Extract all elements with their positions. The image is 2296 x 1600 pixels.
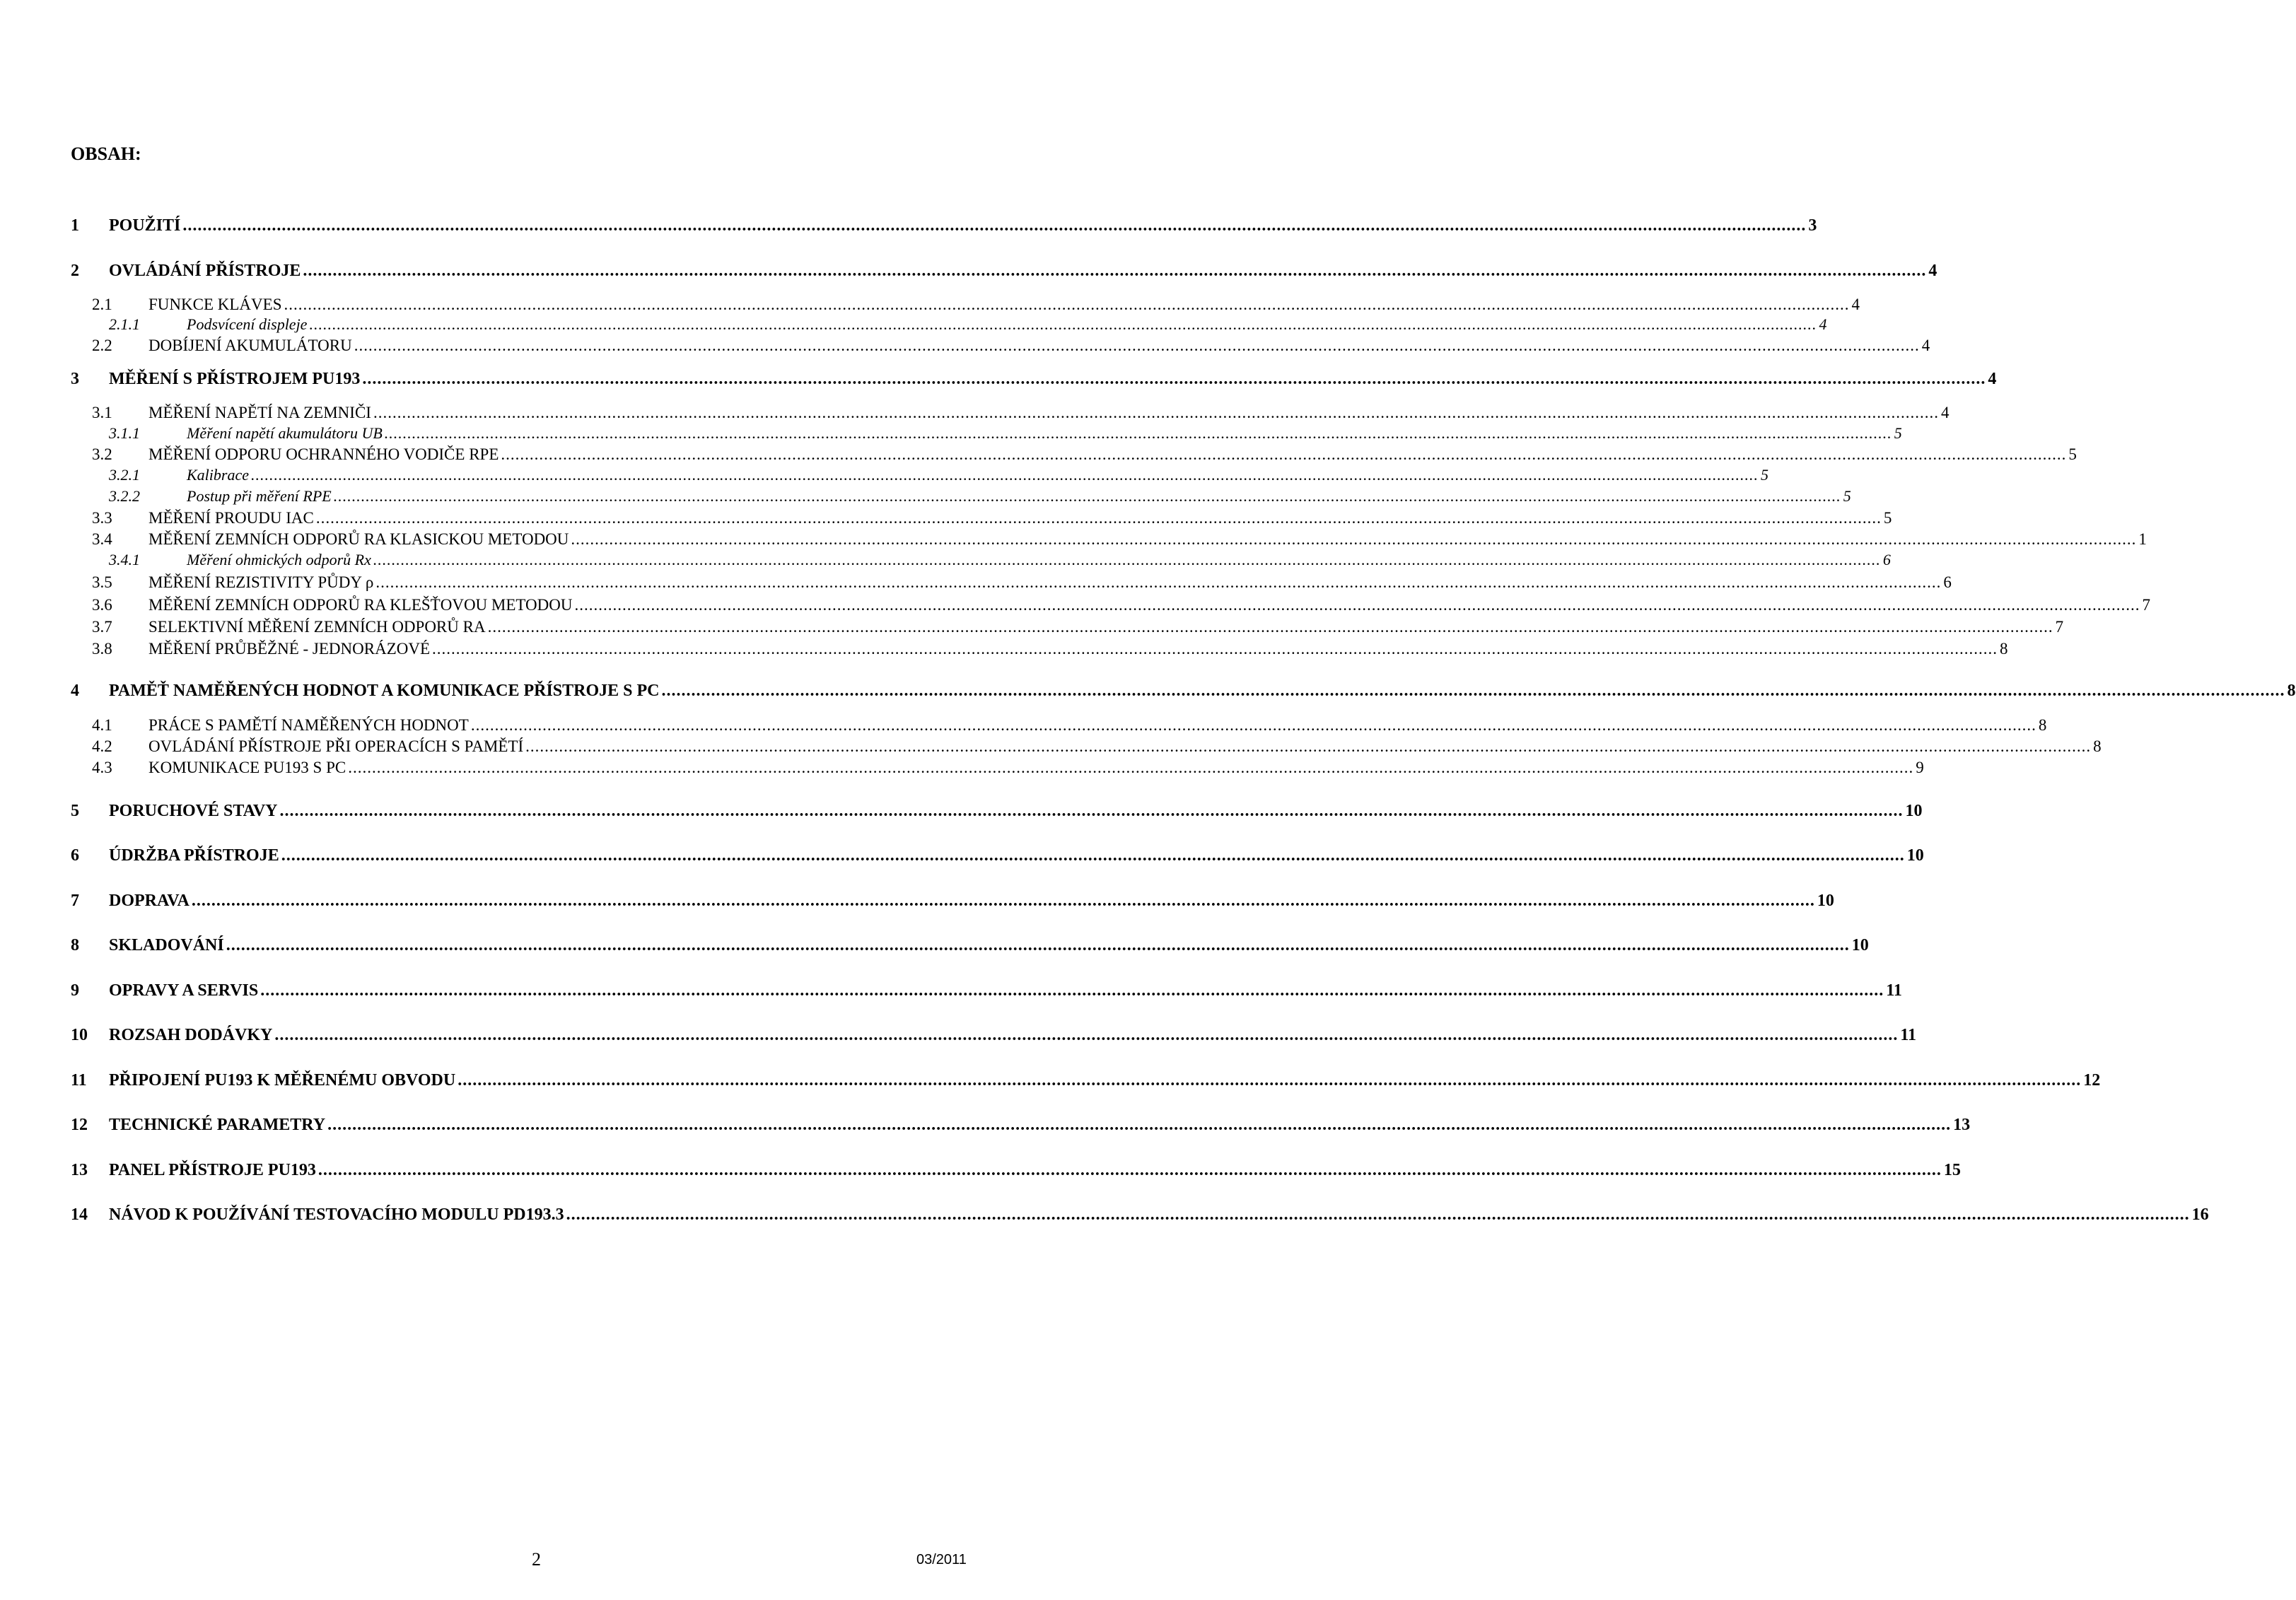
toc-page: 7 [2055, 618, 2064, 636]
toc-entry-8[interactable] [71, 936, 1869, 954]
page-number: 2 [532, 1549, 541, 1570]
toc-page: 11 [1886, 981, 1902, 1000]
toc-number: 3.4.1 [109, 551, 140, 568]
toc-page: 4 [1940, 404, 1950, 421]
toc-title: SELEKTIVNÍ MĚŘENÍ ZEMNÍCH ODPORŮ RA [148, 618, 486, 636]
toc-number: 3.3 [92, 509, 112, 527]
toc-number: 3.6 [92, 596, 112, 614]
toc-number: 9 [71, 981, 79, 1000]
toc-number: 14 [71, 1205, 88, 1224]
toc-number: 3.1 [92, 404, 112, 421]
toc-page: 1 [2138, 530, 2147, 548]
toc-leader [375, 573, 1941, 591]
toc-title: PŘIPOJENÍ PU193 K MĚŘENÉMU OBVODU [109, 1071, 456, 1090]
toc-number: 3.1.1 [109, 424, 140, 442]
toc-page: 11 [1900, 1026, 1917, 1044]
toc-title: Měření napětí akumulátoru UB [187, 424, 383, 442]
toc-entry-2-1-1[interactable] [71, 315, 1827, 333]
toc-title: MĚŘENÍ ZEMNÍCH ODPORŮ RA KLASICKOU METODOU [148, 530, 569, 548]
toc-page: 5 [1761, 466, 1768, 484]
toc-leader [373, 404, 1939, 421]
toc-leader [334, 488, 1841, 505]
toc-leader [281, 846, 1905, 865]
toc-leader [309, 316, 1817, 333]
toc-leader [458, 1071, 2081, 1090]
toc-page: 5 [2068, 445, 2077, 463]
toc-title: OVLÁDÁNÍ PŘÍSTROJE [109, 262, 301, 280]
toc-number: 12 [71, 1116, 88, 1134]
toc-number: 4.1 [92, 716, 112, 734]
toc-leader [566, 1205, 2190, 1224]
toc-leader [284, 296, 1849, 313]
toc-entry-5[interactable] [71, 802, 1923, 820]
table-of-contents [71, 0, 2296, 1600]
toc-page: 7 [2142, 596, 2150, 614]
toc-number: 3.2.2 [109, 487, 140, 505]
toc-leader [488, 618, 2053, 636]
toc-leader [251, 467, 1759, 484]
toc-title: MĚŘENÍ S PŘÍSTROJEM PU193 [109, 370, 361, 388]
toc-page: 16 [2191, 1205, 2209, 1224]
toc-number: 3.5 [92, 573, 112, 591]
toc-number: 3.7 [92, 618, 112, 636]
toc-page: 13 [1953, 1116, 1971, 1134]
toc-title: SKLADOVÁNÍ [109, 936, 224, 954]
toc-number: 8 [71, 936, 79, 954]
toc-leader [432, 640, 1998, 658]
toc-entry-3[interactable] [71, 370, 1997, 388]
toc-entry-3-8[interactable] [71, 640, 2008, 658]
toc-entry-14[interactable] [71, 1205, 2209, 1224]
toc-title: MĚŘENÍ PROUDU IAC [148, 509, 314, 527]
toc-page: 5 [1843, 487, 1851, 505]
toc-page: 4 [1928, 262, 1937, 280]
toc-number: 11 [71, 1071, 87, 1090]
toc-entry-3-2-1[interactable] [71, 466, 1768, 484]
toc-page: 10 [1906, 846, 1924, 865]
toc-entry-3-4[interactable] [71, 530, 2147, 548]
toc-page: 4 [1819, 315, 1827, 333]
toc-entry-3-3[interactable] [71, 509, 1892, 527]
toc-page: 5 [1883, 509, 1892, 527]
toc-title: DOBÍJENÍ AKUMULÁTORU [148, 337, 352, 354]
toc-title: MĚŘENÍ REZISTIVITY PŮDY ρ [148, 573, 374, 591]
toc-page: 4 [1988, 370, 1997, 388]
toc-leader [318, 1161, 1942, 1179]
toc-number: 1 [71, 216, 79, 235]
toc-page: 4 [1851, 296, 1860, 313]
toc-page: 12 [2083, 1071, 2101, 1090]
toc-page: 6 [1882, 551, 1891, 568]
toc-number: 3 [71, 370, 79, 388]
toc-page: 8 [2000, 640, 2008, 658]
toc-number: 2.1 [92, 296, 112, 313]
toc-entry-4-3[interactable] [71, 759, 1924, 776]
toc-leader [348, 759, 1913, 776]
toc-number: 3.2 [92, 445, 112, 463]
toc-title: OPRAVY A SERVIS [109, 981, 259, 1000]
toc-entry-1[interactable] [71, 216, 1817, 235]
toc-number: 2.2 [92, 337, 112, 354]
toc-leader [575, 596, 2140, 614]
toc-number: 4 [71, 682, 79, 700]
toc-entry-3-1-1[interactable] [71, 424, 1902, 442]
toc-leader [525, 737, 2091, 755]
toc-leader [385, 425, 1892, 442]
toc-number: 5 [71, 802, 79, 820]
toc-entry-3-4-1[interactable] [71, 551, 1891, 568]
toc-number: 2.1.1 [109, 315, 140, 333]
toc-number: 4.2 [92, 737, 112, 755]
toc-page: 8 [2093, 737, 2102, 755]
toc-entry-2-2[interactable] [71, 337, 1930, 354]
toc-leader [192, 892, 1815, 910]
toc-entry-9[interactable] [71, 981, 1902, 1000]
toc-number: 6 [71, 846, 79, 865]
toc-page: 8 [2287, 682, 2296, 700]
toc-page: 4 [1921, 337, 1930, 354]
toc-leader [662, 682, 2285, 700]
toc-number: 3.2.1 [109, 466, 140, 484]
toc-entry-4-1[interactable] [71, 716, 2047, 734]
toc-leader [373, 551, 1881, 568]
toc-page: 8 [2038, 716, 2047, 734]
toc-leader [471, 716, 2036, 734]
page-title: OBSAH: [71, 144, 141, 164]
toc-number: 4.3 [92, 759, 112, 776]
toc-title: Podsvícení displeje [187, 315, 308, 333]
toc-entry-11[interactable] [71, 1071, 2101, 1090]
toc-entry-3-2[interactable] [71, 445, 2077, 463]
toc-page: 15 [1943, 1161, 1961, 1179]
toc-entry-3-1[interactable] [71, 404, 1950, 421]
toc-number: 3.8 [92, 640, 112, 658]
toc-page: 9 [1916, 759, 1924, 776]
toc-number: 3.4 [92, 530, 112, 548]
toc-title: KOMUNIKACE PU193 S PC [148, 759, 346, 776]
toc-leader [316, 509, 1882, 527]
toc-title: MĚŘENÍ ODPORU OCHRANNÉHO VODIČE RPE [148, 445, 499, 463]
toc-title: Kalibrace [187, 466, 249, 484]
toc-title: Postup při měření RPE [187, 487, 332, 505]
toc-page: 10 [1905, 802, 1923, 820]
toc-entry-3-5[interactable] [71, 573, 1952, 591]
toc-leader [501, 445, 2066, 463]
toc-entry-3-2-2[interactable] [71, 487, 1851, 505]
toc-leader [303, 262, 1926, 280]
toc-leader [182, 216, 1806, 235]
toc-title: POUŽITÍ [109, 216, 181, 235]
toc-title: MĚŘENÍ PRŮBĚŽNÉ - JEDNORÁZOVÉ [148, 640, 431, 658]
toc-page: 10 [1851, 936, 1869, 954]
toc-title: PRÁCE S PAMĚTÍ NAMĚŘENÝCH HODNOT [148, 716, 469, 734]
toc-entry-4-2[interactable] [71, 737, 2102, 755]
toc-title: PAMĚŤ NAMĚŘENÝCH HODNOT A KOMUNIKACE PŘÍSTROJE S PC [109, 682, 660, 700]
toc-page: 10 [1817, 892, 1834, 910]
toc-title: MĚŘENÍ NAPĚTÍ NA ZEMNIČI [148, 404, 371, 421]
toc-page: 5 [1894, 424, 1902, 442]
toc-title: DOPRAVA [109, 892, 190, 910]
toc-title: FUNKCE KLÁVES [148, 296, 282, 313]
toc-title: MĚŘENÍ ZEMNÍCH ODPORŮ RA KLEŠŤOVOU METODOU [148, 596, 573, 614]
toc-title: TECHNICKÉ PARAMETRY [109, 1116, 326, 1134]
toc-leader [354, 337, 1920, 354]
toc-entry-2[interactable] [71, 262, 1937, 280]
toc-entry-3-7[interactable] [71, 618, 2064, 636]
toc-leader [327, 1116, 1951, 1134]
toc-title: ROZSAH DODÁVKY [109, 1026, 273, 1044]
toc-entry-3-6[interactable] [71, 596, 2150, 614]
toc-entry-10[interactable] [71, 1026, 1917, 1044]
toc-page: 6 [1943, 573, 1952, 591]
toc-leader [226, 936, 1850, 954]
toc-leader [279, 802, 1903, 820]
toc-title: Měření ohmických odporů Rx [187, 551, 371, 568]
toc-title: ÚDRŽBA PŘÍSTROJE [109, 846, 279, 865]
toc-leader [571, 530, 2136, 548]
toc-entry-12[interactable] [71, 1116, 1971, 1134]
toc-entry-7[interactable] [71, 892, 1834, 910]
toc-entry-4[interactable] [71, 682, 2296, 700]
toc-entry-13[interactable] [71, 1161, 1961, 1179]
toc-leader [362, 370, 1986, 388]
toc-entry-2-1[interactable] [71, 296, 1860, 313]
toc-number: 7 [71, 892, 79, 910]
toc-number: 2 [71, 262, 79, 280]
toc-page: 3 [1808, 216, 1817, 235]
toc-number: 10 [71, 1026, 88, 1044]
toc-title: PANEL PŘÍSTROJE PU193 [109, 1161, 316, 1179]
toc-leader [274, 1026, 1898, 1044]
toc-title: OVLÁDÁNÍ PŘÍSTROJE PŘI OPERACÍCH S PAMĚTÍ [148, 737, 524, 755]
toc-number: 13 [71, 1161, 88, 1179]
toc-title: NÁVOD K POUŽÍVÁNÍ TESTOVACÍHO MODULU PD193.3 [109, 1205, 564, 1224]
revision-date: 03/2011 [916, 1552, 967, 1567]
toc-leader [260, 981, 1884, 1000]
toc-title: PORUCHOVÉ STAVY [109, 802, 278, 820]
toc-entry-6[interactable] [71, 846, 1924, 865]
